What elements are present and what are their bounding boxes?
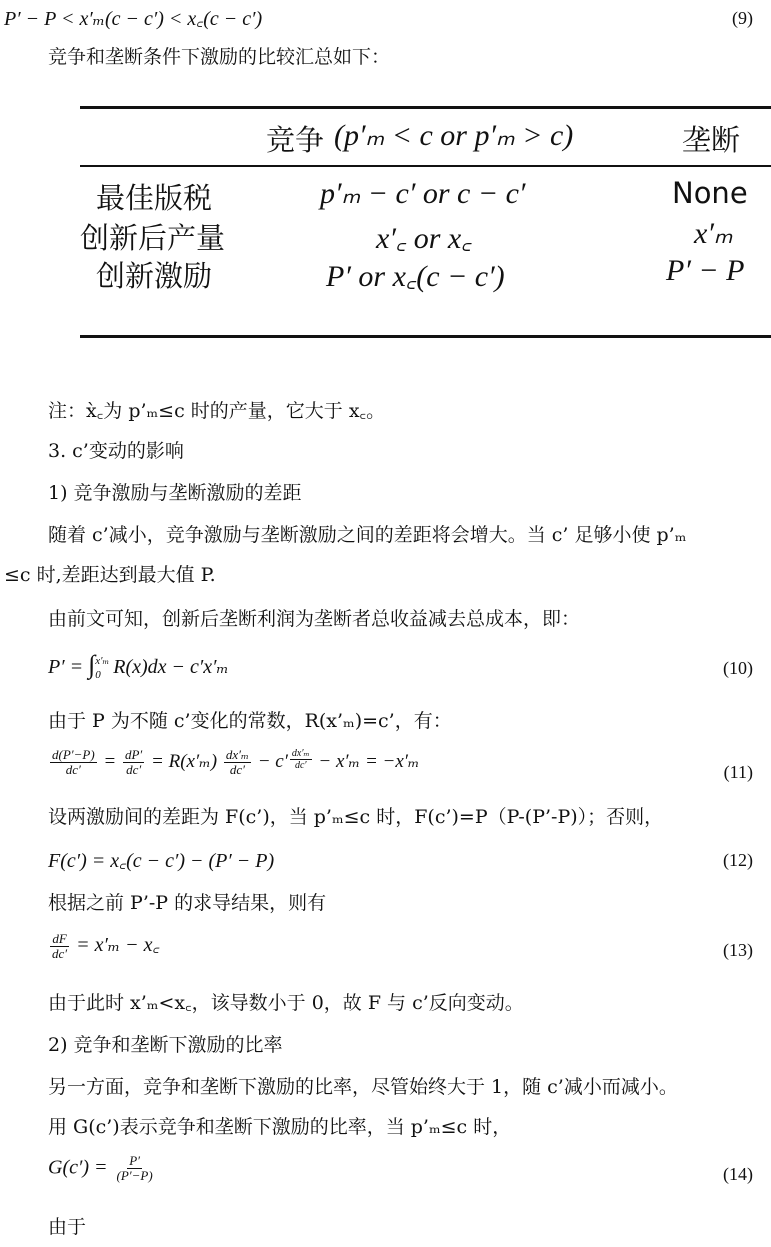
eq10-rhs: R(x)dx − c′x′ₘ — [113, 656, 229, 678]
table-header-competition-condition: (p′ₘ < c or p′ₘ > c) — [334, 119, 574, 152]
eq11-frac2-den: dc′ — [126, 762, 142, 778]
equation-13 — [48, 930, 159, 961]
table-row-label-royalty: 最佳版税 — [96, 181, 213, 215]
equation-14-number: (14) — [723, 1164, 753, 1184]
table-top-rule — [80, 106, 771, 109]
table-row-label-output: 创新后产量 — [80, 221, 226, 255]
eq11-mid: = R(x′ₘ) — [151, 751, 218, 773]
paragraph-4: 设两激励间的差距为 F(c’)，当 p’ₘ≤c 时，F(c’)=P（P-(P’-P)）；否则， — [48, 806, 664, 828]
eq11-frac3-den: dc′ — [229, 762, 245, 778]
eq10-lhs: P′ = — [48, 656, 89, 678]
paragraph-1-line-1: 随着 c’减小，竞争激励与垄断激励之间的差距将会增大。当 c’ 足够小使 p’ₘ — [48, 524, 687, 546]
subsection-1-heading: 1) 竞争激励与垄断激励的差距 — [48, 482, 302, 504]
equation-14 — [48, 1154, 157, 1184]
table-row-output-monopoly: x′ₘ — [694, 217, 733, 250]
table-row-incentive-monopoly: P′ − P — [666, 254, 745, 287]
paragraph-9: 由于 — [48, 1216, 87, 1238]
table-row-label-incentive: 创新激励 — [96, 259, 213, 293]
eq11-frac2-num: dP′ — [124, 747, 143, 762]
subsection-2-heading: 2) 竞争和垄断下激励的比率 — [48, 1034, 283, 1056]
table-bottom-rule — [80, 335, 771, 338]
equation-10-number: (10) — [723, 658, 753, 678]
table-row-royalty-monopoly: None — [672, 176, 748, 210]
equation-11-number: (11) — [723, 762, 753, 782]
equation-11: $\frac{d(P'-P)}{dc'}$ = $\frac{dP'}{dc'}$ = R(x′ₘ) $\frac{\text{dx′ₘ}}{dc'}$ − c′ $\frac{\text{dx′ₘ}}{dc'}$ − x′ₘ = −x′ₘ — [52, 747, 420, 778]
equation-12-number: (12) — [723, 850, 753, 870]
eq10-lower-limit: 0 — [95, 669, 101, 682]
table-row-output-competition: x′꜀ or x꜀ — [376, 222, 472, 255]
table-row-incentive-competition: P′ or x꜀(c − c′) — [326, 260, 505, 293]
paragraph-8: 用 G(c’)表示竞争和垄断下激励的比率，当 p’ₘ≤c 时， — [48, 1116, 512, 1138]
equation-12: F(c′) = x꜀(c − c′) − (P′ − P) — [48, 850, 275, 872]
table-header-monopoly: 垄断 — [682, 123, 741, 157]
paragraph-7: 另一方面，竞争和垄断下激励的比率，尽管始终大于 1，随 c’减小而减小。 — [48, 1076, 678, 1098]
eq14-frac-den: (P′−P) — [116, 1168, 153, 1184]
eq13-rhs: = x′ₘ − x꜀ — [76, 934, 160, 956]
paragraph-2: 由前文可知，创新后垄断利润为垄断者总收益减去总成本，即： — [48, 608, 581, 630]
equation-9-number: (9) — [732, 8, 753, 28]
section-3-heading: 3. c’变动的影响 — [48, 440, 184, 462]
eq14-lhs: G(c′) = — [48, 1156, 113, 1179]
table-row-royalty-competition: p′ₘ − c′ or c − c′ — [320, 177, 526, 210]
paragraph-6: 由于此时 x’ₘ<x꜀，该导数小于 0，故 F 与 c’反向变动。 — [48, 992, 524, 1014]
equation-10 — [48, 650, 229, 683]
eq11-sup-den: dc′ — [294, 760, 307, 771]
eq11-end: − x′ₘ = −x′ₘ — [318, 751, 420, 773]
eq11-sup-num: dx′ₘ — [291, 748, 310, 759]
summary-intro: 竞争和垄断条件下激励的比较汇总如下： — [48, 46, 391, 68]
paragraph-5: 根据之前 P’-P 的求导结果，则有 — [48, 892, 327, 914]
paragraph-3: 由于 P 为不随 c’变化的常数，R(x’ₘ)=c’，有： — [48, 710, 452, 732]
equation-13-number: (13) — [723, 940, 753, 960]
eq11-frac3-num: dx′ₘ — [225, 747, 249, 762]
eq10-upper-limit: x′ₘ — [95, 655, 110, 668]
eq11-frac1-num: d(P′−P) — [52, 747, 95, 762]
table-header-rule — [80, 165, 771, 167]
equation-9: P′ − P < x′ₘ(c − c′) < x꜀(c − c′) — [4, 8, 263, 30]
eq13-frac-den: dc′ — [52, 945, 68, 961]
eq13-frac-num: dF — [52, 930, 67, 946]
eq14-frac-num: P′ — [129, 1153, 140, 1168]
table-header-competition: 竞争 — [266, 123, 325, 157]
eq11-frac1-den: dc′ — [65, 762, 81, 778]
table-note: 注：x̀꜀为 p’ₘ≤c 时的产量，它大于 x꜀。 — [48, 400, 386, 422]
eq11-tail: − c′ — [257, 751, 288, 773]
paragraph-1-line-2: ≤c 时,差距达到最大值 P. — [4, 564, 216, 586]
integral-sign: ∫ — [88, 650, 96, 679]
